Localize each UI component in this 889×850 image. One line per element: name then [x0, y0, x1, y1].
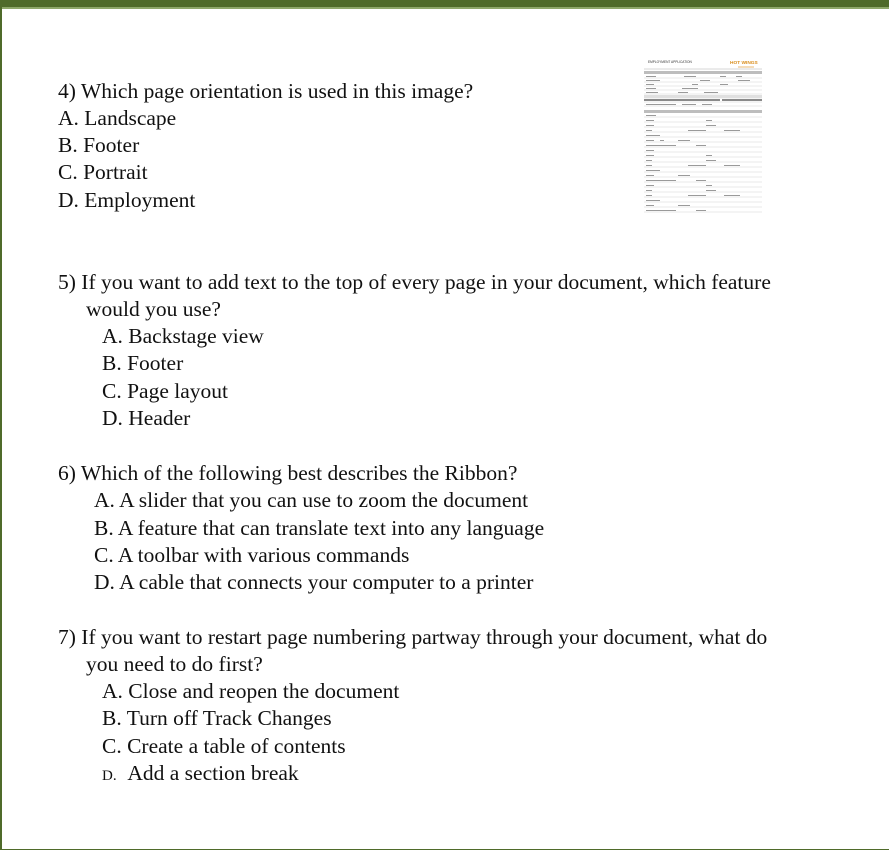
question-5-stem-line-2: would you use?	[86, 297, 221, 321]
question-7-option-d-text: Add a section break	[127, 761, 299, 785]
question-5-option-c: C. Page layout	[102, 379, 228, 403]
question-4-option-b: B. Footer	[58, 133, 140, 157]
question-7-stem-line-1: 7) If you want to restart page numbering partway through your document, what do	[58, 625, 768, 649]
question-5-option-a: A. Backstage view	[102, 324, 264, 348]
question-4-stem: 4) Which page orientation is used in this image?	[58, 79, 474, 103]
question-7-option-c: C. Create a table of contents	[102, 734, 346, 758]
question-6-option-a: A. A slider that you can use to zoom the document	[94, 488, 529, 512]
question-4-option-a: A. Landscape	[58, 106, 177, 130]
question-7-option-a: A. Close and reopen the document	[102, 679, 400, 703]
question-4-option-c: C. Portrait	[58, 160, 148, 184]
question-5-stem-line-1: 5) If you want to add text to the top of every page in your document, which feature	[58, 270, 771, 294]
question-7-option-d-letter: D.	[102, 768, 117, 784]
question-7-option-d	[102, 760, 299, 790]
question-5-option-b: B. Footer	[102, 351, 184, 375]
question-5-option-d: D. Header	[102, 406, 191, 430]
question-6-option-b: B. A feature that can translate text into any language	[94, 516, 545, 540]
employment-application-thumbnail	[642, 55, 764, 215]
thumbnail-title: EMPLOYMENT APPLICATION	[648, 60, 692, 64]
question-6-option-c: C. A toolbar with various commands	[94, 543, 410, 567]
question-7-option-b: B. Turn off Track Changes	[102, 706, 332, 730]
question-6-stem: 6) Which of the following best describes the Ribbon?	[58, 461, 518, 485]
question-6-option-d: D. A cable that connects your computer to a printer	[94, 570, 534, 594]
question-4-option-d: D. Employment	[58, 188, 196, 212]
thumbnail-logo: HOT WINGS	[730, 61, 758, 66]
question-7-stem-line-2: you need to do first?	[86, 652, 263, 676]
